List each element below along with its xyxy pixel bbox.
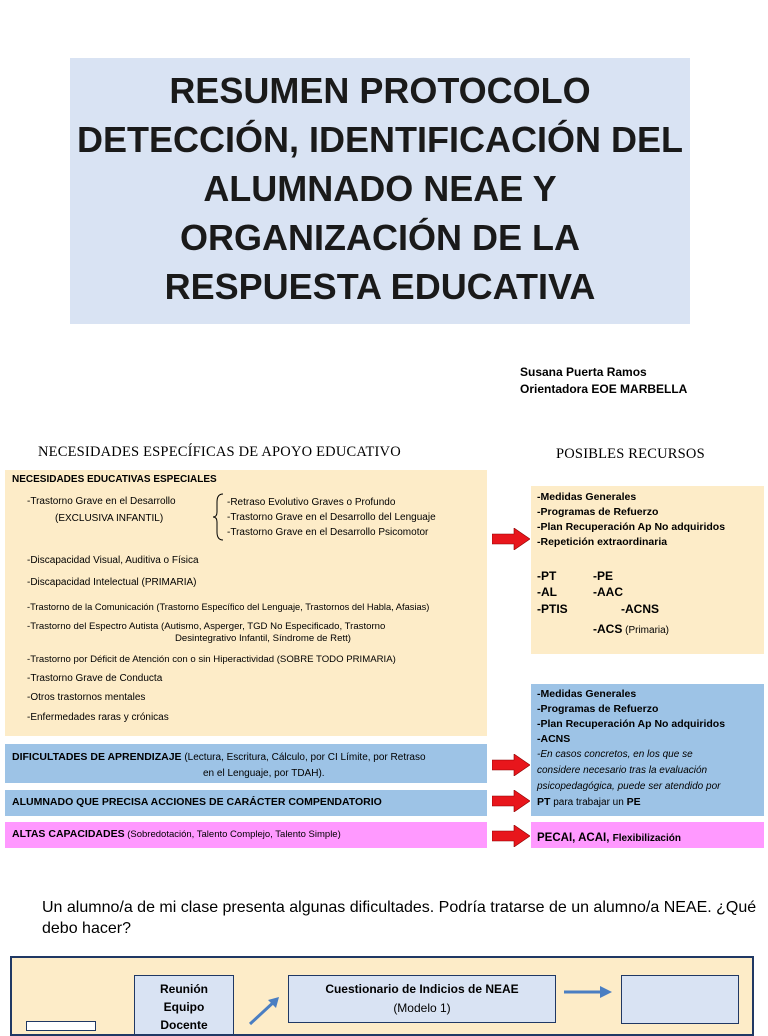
nee-tgd: -Trastorno Grave en el Desarrollo (27, 496, 176, 507)
nee-otros: -Otros trastornos mentales (27, 692, 146, 703)
nee-visual: -Discapacidad Visual, Auditiva o Física (27, 555, 199, 566)
dificultades-detail-1: (Lectura, Escritura, Cálculo, por CI Límite, por Retraso (181, 752, 426, 763)
res1-ptis: -PTIS (537, 602, 568, 616)
resources-box-1 (531, 486, 764, 654)
flow-start-box (26, 1021, 96, 1031)
res3-main: PECAI, ACAI, (537, 832, 613, 844)
cuestionario-modelo: (Modelo 1) (393, 1001, 451, 1015)
nee-tdah: -Trastorno por Déficit de Atención con o sin Hiperactividad (SOBRE TODO PRIMARIA) (27, 654, 396, 665)
nee-comunicacion: -Trastorno de la Comunicación (Trastorno Específico del Lenguaje, Trastornos del Habla, Afasias) (27, 602, 430, 612)
nee-box (5, 470, 487, 736)
res2-line-2: -Programas de Refuerzo (537, 703, 659, 715)
needs-header: NECESIDADES ESPECÍFICAS DE APOYO EDUCATIVO (38, 444, 401, 460)
red-arrow-icon (492, 825, 530, 847)
nee-tgd-sub-2: -Trastorno Grave en el Desarrollo del Lenguaje (227, 512, 436, 523)
res1-line-1: -Medidas Generales (537, 491, 637, 503)
res2-italic-1: -En casos concretos, en los que se (537, 749, 693, 760)
flow-next-box (621, 975, 739, 1024)
page-title: RESUMEN PROTOCOLO DETECCIÓN, IDENTIFICACIÓN DEL ALUMNADO NEAE Y ORGANIZACIÓN DE LA RESPUESTA EDUCATIVA (76, 70, 683, 307)
res3-extra: Flexibilización (612, 833, 681, 844)
altas-line (12, 828, 341, 840)
res1-acs: -ACS (593, 622, 623, 636)
nee-autista-1: -Trastorno del Espectro Autista (Autismo, Asperger, TGD No Especificado, Trastorno (27, 621, 386, 632)
res1-aac: -AAC (593, 585, 623, 599)
res1-pt: -PT (537, 569, 557, 583)
nee-autista-2: Desintegrativo Infantil, Síndrome de Rett) (175, 633, 351, 644)
res2-line-3: -Plan Recuperación Ap No adquiridos (537, 718, 726, 730)
compensatorio-box (5, 790, 487, 816)
red-arrow-icon (492, 754, 530, 776)
question-text: Un alumno/a de mi clase presenta algunas dificultades. Podría tratarse de un alumno/a NEAE. ¿Qué debo hacer? (42, 899, 757, 937)
red-arrow-icon (492, 528, 530, 550)
altas-box (5, 822, 487, 848)
altas-title: ALTAS CAPACIDADES (12, 828, 125, 840)
res1-acns: -ACNS (621, 602, 659, 616)
cuestionario-title: Cuestionario de Indicios de NEAE (325, 982, 519, 996)
resources-header: POSIBLES RECURSOS (556, 446, 705, 462)
nee-title: NECESIDADES EDUCATIVAS ESPECIALES (12, 474, 217, 485)
res2-italic-2: considere necesario tras la evaluación (537, 765, 708, 776)
brace-icon (213, 492, 225, 542)
dificultades-title: DIFICULTADES DE APRENDIZAJE (12, 751, 182, 763)
res1-pe: -PE (593, 569, 614, 583)
reunion-box (134, 975, 234, 1035)
dificultades-box (5, 744, 487, 783)
author-role: Orientadora EOE MARBELLA (520, 382, 688, 396)
res1-acs-note: (Primaria) (622, 625, 670, 636)
dificultades-detail-2: en el Lenguaje, por TDAH). (203, 768, 325, 779)
resources-box-2 (531, 684, 764, 816)
resources-box-3 (531, 822, 764, 848)
compensatorio-title: ALUMNADO QUE PRECISA ACCIONES DE CARÁCTER COMPENDATORIO (12, 796, 382, 808)
res2-italic-3: psicopedagógica, puede ser atendido por (537, 781, 721, 792)
res1-acs-line (593, 620, 669, 638)
reunion-line-2: Equipo (163, 1000, 205, 1014)
res2-pe: PE (626, 796, 641, 808)
res2-line-4: -ACNS (537, 733, 571, 745)
res1-al: -AL (537, 585, 557, 599)
res1-line-2: -Programas de Refuerzo (537, 506, 659, 518)
red-arrow-icon (492, 790, 530, 812)
res2-line-1: -Medidas Generales (537, 688, 637, 700)
reunion-line-1: Reunión (160, 982, 208, 996)
nee-tgd-sub-1: -Retraso Evolutivo Graves o Profundo (227, 497, 396, 508)
altas-detail: (Sobredotación, Talento Complejo, Talento Simple) (124, 829, 341, 840)
res1-line-4: -Repetición extraordinaria (537, 536, 668, 548)
nee-tgd-sub-3: -Trastorno Grave en el Desarrollo Psicomotor (227, 527, 429, 538)
res2-pt: PT (537, 796, 551, 808)
blue-arrow-icon (564, 984, 614, 1000)
dificultades-line-1 (12, 751, 426, 763)
author-name: Susana Puerta Ramos (520, 365, 647, 379)
nee-raras: -Enfermedades raras y crónicas (27, 712, 169, 723)
nee-intelectual: -Discapacidad Intelectual (PRIMARIA) (27, 577, 197, 588)
nee-conducta: -Trastorno Grave de Conducta (27, 673, 163, 684)
res1-line-3: -Plan Recuperación Ap No adquiridos (537, 521, 726, 533)
res3-line (537, 828, 681, 846)
res2-pt-mid: para trabajar un (550, 797, 627, 808)
blue-arrow-icon (246, 996, 282, 1026)
cuestionario-box (288, 975, 556, 1023)
reunion-line-3: Docente (160, 1018, 208, 1032)
res2-pt-line (537, 796, 641, 808)
nee-tgd-infantil: (EXCLUSIVA INFANTIL) (55, 513, 164, 524)
